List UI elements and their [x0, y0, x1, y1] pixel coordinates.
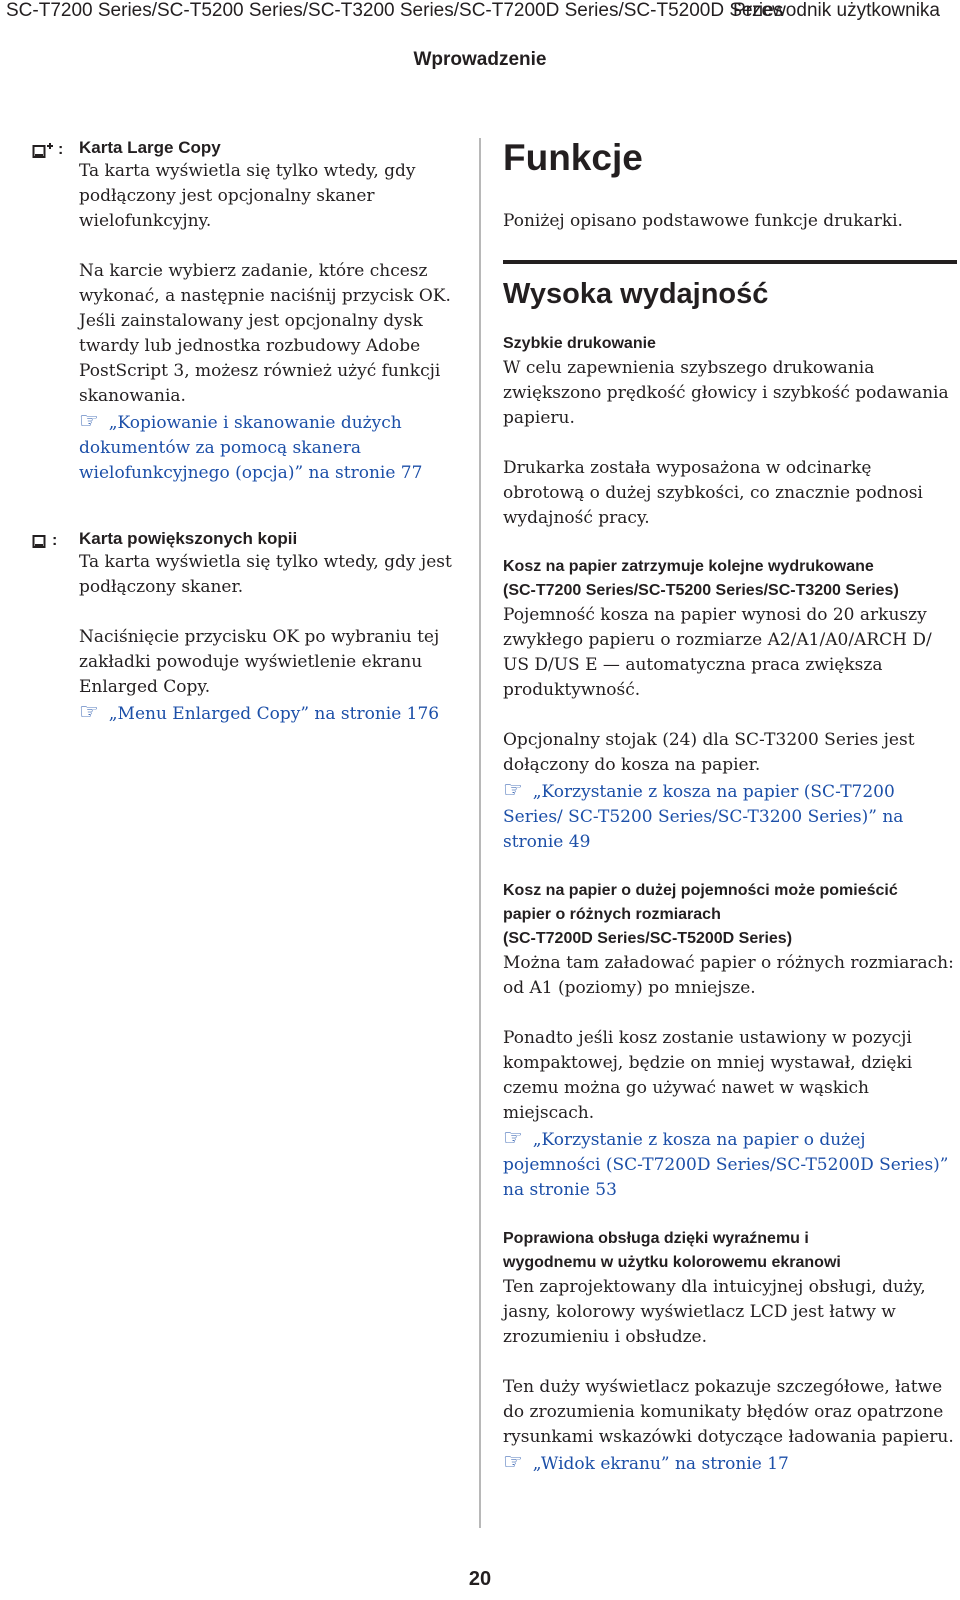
chapter-title: Wprowadzenie	[413, 49, 547, 70]
enlarged-copy-instructions: Naciśnięcie przycisku OK po wybraniu tej zakładki powoduje wyświetlenie ekranu Enlarged Copy.	[79, 627, 440, 697]
basket-title-line2: (SC-T7200 Series/SC-T5200 Series/SC-T3200 Series)	[503, 582, 899, 599]
large-basket-title-line1: Kosz na papier o dużej pojemności może pomieścić	[503, 882, 898, 899]
large-basket-p2: Ponadto jeśli kosz zostanie ustawiony w pozycji kompaktowej, będzie on mniej wystawał, dzięki czemu można go używać nawet w wąskich miejscach.	[503, 1028, 913, 1123]
basket-p2: Opcjonalny stojak (24) dla SC-T3200 Series jest dołączony do kosza na papier.	[503, 730, 915, 775]
fast-print-p1: W celu zapewnienia szybszego drukowania zwiększono prędkość głowicy i szybkość podawania papieru.	[503, 358, 949, 428]
scanner-plus-icon	[32, 141, 54, 159]
enlarged-copy-desc: Ta karta wyświetla się tylko wtedy, gdy jest podłączony skaner.	[79, 552, 452, 597]
pointing-hand-icon: ☞	[503, 1126, 523, 1151]
page-number: 20	[468, 1568, 492, 1590]
display-title-line1: Poprawiona obsługa dzięki wyraźnemu i	[503, 1230, 809, 1247]
section-heading-performance: Wysoka wydajność	[503, 278, 769, 310]
basket-p1: Pojemność kosza na papier wynosi do 20 arkuszy zwykłego papieru o rozmiarze A2/A1/A0/ARCH D/ US D/US E — automatyczna praca zwiększa produktywność.	[503, 605, 932, 700]
fast-print-block	[503, 332, 957, 531]
column-divider	[479, 138, 481, 1528]
right-column	[503, 137, 957, 1477]
functions-heading: Funkcje	[503, 137, 643, 178]
pointing-hand-icon: ☞	[503, 1450, 523, 1475]
large-copy-entry: : Karta Large Copy Ta karta wyświetla się tylko wtedy, gdy podłączony jest opcjonalny skaner wielofunkcyjny. Na karcie wybierz zadanie, które chcesz wykonać, a następnie naciśnij przycisk OK. Jeśli zainstalowany jest opcjonalny dysk twardy lub jednostka rozbudowy Adobe PostScript 3, możesz również użyć funkcji skanowania. ☞ „Kopiowanie i skanowanie dużych dokumentów za pomocą skanera wielofunkcyjnego (opcja)” na stronie 77	[32, 137, 470, 486]
enlarged-copy-entry: : Karta powiększonych kopii Ta karta wyświetla się tylko wtedy, gdy jest podłączony skaner. Naciśnięcie przycisku OK po wybraniu tej zakładki powoduje wyświetlenie ekranu Enlarged Copy. ☞ „Menu Enlarged Copy” na stronie 176	[32, 528, 470, 727]
large-basket-title-line2: papier o różnych rozmiarach	[503, 906, 721, 923]
pointing-hand-icon: ☞	[503, 778, 523, 803]
basket-link[interactable]: ☞ „Korzystanie z kosza na papier (SC-T7200 Series/ SC-T5200 Series/SC-T3200 Series)” na stronie 49	[503, 778, 904, 852]
large-copy-instructions: Na karcie wybierz zadanie, które chcesz wykonać, a następnie naciśnij przycisk OK. Jeśli zainstalowany jest opcjonalny dysk twardy lub jednostka rozbudowy Adobe PostScript 3, możesz również użyć funkcji skanowania.	[79, 261, 451, 406]
section-rule	[503, 260, 957, 264]
large-basket-title-line3: (SC-T7200D Series/SC-T5200D Series)	[503, 930, 793, 947]
large-copy-link[interactable]: ☞ „Kopiowanie i skanowanie dużych dokumentów za pomocą skanera wielofunkcyjnego (opcja)” na stronie 77	[79, 409, 423, 483]
display-block	[503, 1227, 957, 1477]
header-guide-title: Przewodnik użytkownika	[733, 0, 940, 21]
display-p2: Ten duży wyświetlacz pokazuje szczegółowe, łatwe do zrozumienia komunikaty błędów oraz opatrzone rysunkami wskazówki dotyczące ładowania papieru.	[503, 1377, 954, 1447]
basket-block	[503, 555, 957, 855]
display-link[interactable]: ☞ „Widok ekranu” na stronie 17	[503, 1450, 789, 1475]
left-column	[32, 137, 470, 727]
pointing-hand-icon: ☞	[79, 700, 99, 725]
large-basket-link[interactable]: ☞ „Korzystanie z kosza na papier o dużej pojemności (SC-T7200D Series/SC-T5200D Series)” na stronie 53	[503, 1126, 949, 1200]
functions-intro: Poniżej opisano podstawowe funkcje drukarki.	[503, 211, 903, 231]
large-copy-title: Karta Large Copy	[79, 138, 221, 157]
fast-print-title: Szybkie drukowanie	[503, 335, 656, 352]
display-title-line2: wygodnemu w użytku kolorowemu ekranowi	[503, 1254, 841, 1271]
enlarged-copy-title: Karta powiększonych kopii	[79, 529, 298, 548]
scanner-icon	[32, 532, 48, 550]
header-series: SC-T7200 Series/SC-T5200 Series/SC-T3200 Series/SC-T7200D Series/SC-T5200D Series	[6, 0, 784, 21]
display-p1: Ten zaprojektowany dla intuicyjnej obsługi, duży, jasny, kolorowy wyświetlacz LCD jest łatwy w zrozumieniu i obsłudze.	[503, 1277, 926, 1347]
fast-print-p2: Drukarka została wyposażona w odcinarkę obrotową o dużej szybkości, co znacznie podnosi wydajność pracy.	[503, 458, 923, 528]
large-copy-desc: Ta karta wyświetla się tylko wtedy, gdy podłączony jest opcjonalny skaner wielofunkcyjny.	[79, 161, 416, 231]
large-basket-p1: Można tam załadować papier o różnych rozmiarach: od A1 (poziomy) po mniejsze.	[503, 953, 954, 998]
large-basket-block	[503, 879, 957, 1203]
basket-title-line1: Kosz na papier zatrzymuje kolejne wydrukowane	[503, 558, 874, 575]
enlarged-copy-link[interactable]: ☞ „Menu Enlarged Copy” na stronie 176	[79, 700, 440, 725]
pointing-hand-icon: ☞	[79, 409, 99, 434]
